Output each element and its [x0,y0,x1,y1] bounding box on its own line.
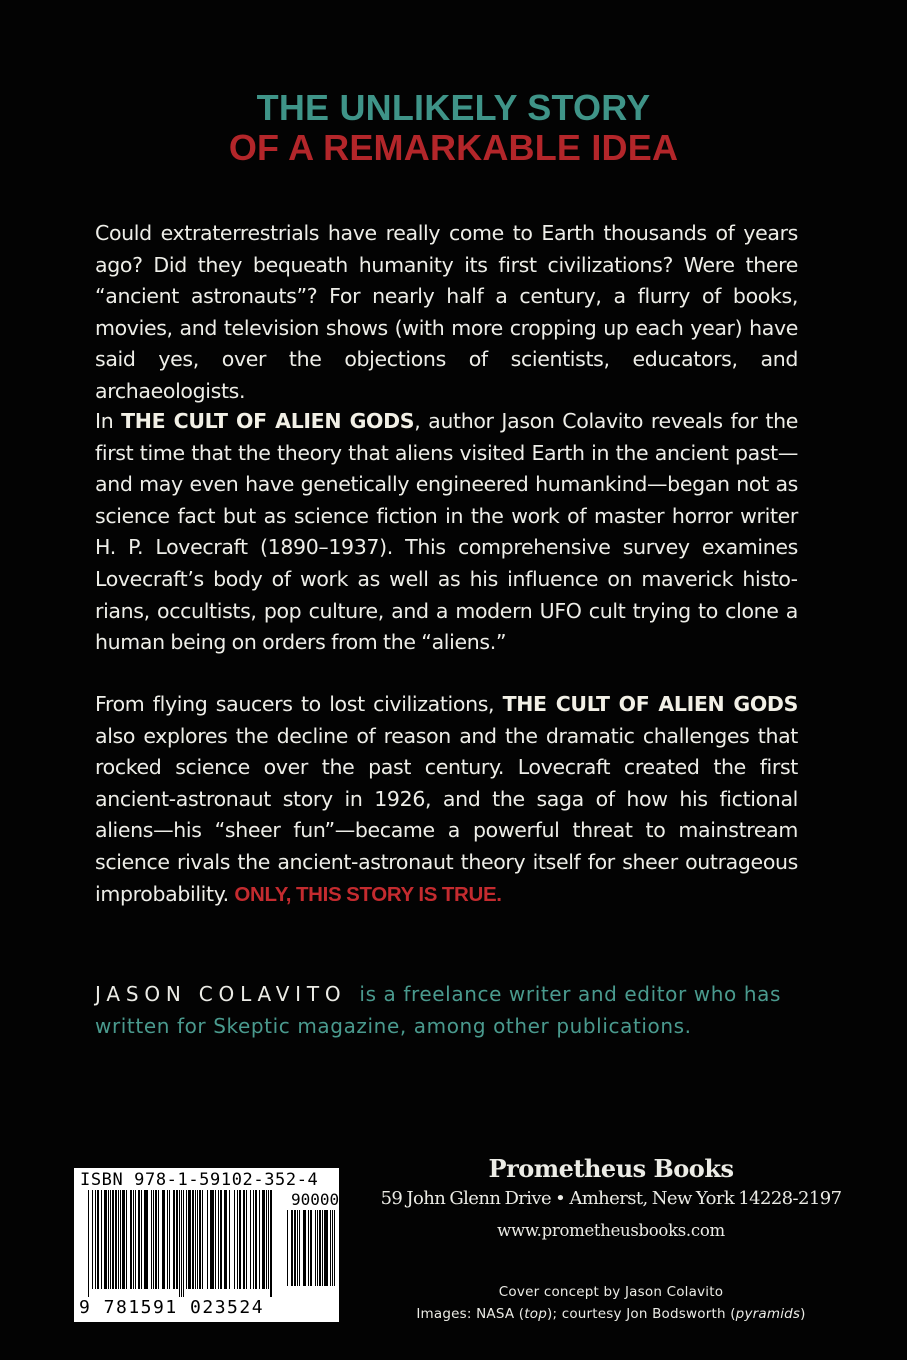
barcode-bar [155,1190,157,1289]
barcode-bar [101,1190,102,1289]
barcode-bar [266,1190,267,1289]
barcode-bar [262,1190,265,1289]
barcode-bar [243,1190,245,1289]
barcode-bar [310,1210,312,1286]
book-title: THE CULT OF ALIEN GODS [502,692,798,716]
barcode-digits: 9 781591 023524 [79,1297,265,1318]
barcode-bar [253,1190,254,1289]
barcode-bar [158,1190,159,1289]
barcode-bar [294,1210,296,1286]
isbn-label: ISBN 978-1-59102-352-4 [80,1170,319,1190]
publisher-name: Prometheus Books [488,1154,734,1183]
barcode-bar [202,1190,203,1289]
barcode-bar [303,1210,306,1286]
price-code: 90000 [291,1190,340,1209]
headline-line-1: THE UNLIKELY STORY [256,87,651,128]
barcode-bar [130,1190,132,1289]
barcode-bar [195,1190,196,1289]
barcode-bar [220,1190,222,1289]
barcode-bar [95,1190,96,1289]
body-paragraph-2 [95,406,798,659]
barcode-bar [299,1210,300,1286]
barcode-bars-addon [287,1210,335,1294]
paragraph-2-text: , author Jason Colavito reveals for the first time that the theory that aliens visited Earth in the ancient past—and may even have genetically engineered humankind—began not as science fact but as science fiction in the work of master horror writer H. P. Lovecraft (1890–1937). This comprehensive survey examines Lovecraft’s body of work as well as his influence on maverick historians, occultists, pop culture, and a modern UFO cult trying to clone a human being on orders from the “aliens.” [95,409,798,655]
cover-credit: Cover concept by Jason Colavito [498,1284,724,1300]
barcode-bar [319,1210,321,1286]
barcode-bar [224,1190,227,1289]
barcode-bar [229,1190,230,1289]
headline-line-2: OF A REMARKABLE IDEA [228,127,679,168]
barcode-bar [144,1190,148,1289]
barcode-bar [218,1190,219,1289]
barcode-bar [183,1190,184,1297]
barcode-bar [330,1210,331,1286]
barcode-bar [197,1190,198,1289]
barcode-bar [179,1190,180,1297]
barcode-bar [112,1190,114,1289]
barcode-bar [151,1190,152,1289]
paragraph-3-lead: From flying saucers to lost civilizations, [95,692,503,716]
barcode-bar [186,1190,187,1289]
barcode-bar [250,1190,251,1289]
barcode-bar [332,1210,333,1286]
book-title: THE CULT OF ALIEN GODS [121,409,415,433]
barcode-bar [104,1190,107,1289]
image-credit-top: top [524,1306,547,1322]
image-credit-mid: ); courtesy Jon Bodsworth ( [546,1306,736,1322]
barcode-bar [246,1190,247,1289]
barcode-bar [138,1190,140,1289]
barcode-bar [255,1190,257,1289]
barcode-bar [135,1190,136,1289]
barcode-bar [88,1190,89,1297]
barcode-bar [237,1190,238,1289]
tagline-emphasis: ONLY, THIS STORY IS TRUE. [234,882,502,906]
barcode-bar [118,1190,119,1289]
barcode-bars-main [88,1190,273,1297]
barcode-bar [215,1190,216,1289]
barcode-bar [210,1190,214,1289]
barcode-bar [334,1210,335,1286]
image-credit [361,1306,861,1322]
barcode-bar [270,1190,272,1297]
barcode-bar [110,1190,111,1289]
barcode-bar [181,1190,182,1297]
author-name: JASON COLAVITO [95,982,347,1006]
barcode-bar [268,1190,269,1289]
barcode-bar [167,1190,168,1289]
barcode-bar [322,1210,323,1286]
publisher-address: 59 John Glenn Drive • Amherst, New York 14228-2197 [380,1188,842,1209]
body-paragraph-3 [95,689,798,910]
barcode-bar [239,1190,241,1289]
isbn-barcode [74,1168,339,1322]
barcode-bar [192,1190,194,1289]
barcode-bar [324,1210,328,1286]
barcode-bar [162,1190,165,1289]
barcode-bar [173,1190,175,1289]
image-credit-pyramids: pyramids [735,1306,801,1322]
publisher-url: www.prometheusbooks.com [497,1221,725,1240]
barcode-bar [115,1190,117,1289]
barcode-bar [133,1190,134,1289]
barcode-bar [176,1190,178,1289]
barcode-bar [315,1210,316,1286]
barcode-bar [108,1190,109,1289]
barcode-bar [234,1190,235,1289]
barcode-bar [207,1190,208,1289]
barcode-bar [188,1190,191,1289]
barcode-bar [122,1190,125,1289]
barcode-bar [308,1210,309,1286]
body-paragraph-1: Could extraterrestrials have really come to Earth thousands of years ago? Did they bequeath humanity its first civilizations? Were there “ancient astronauts”? For nearly half a century, a flurry of books, movies, and television shows (with more cropping up each year) have said yes, over the objections of scientists, educators, and archaeologists. [95,221,798,403]
barcode-bar [199,1190,201,1289]
image-credit-lead: Images: NASA ( [416,1306,525,1322]
barcode-bar [317,1210,318,1286]
barcode-bar [153,1190,154,1289]
barcode-bar [291,1210,293,1286]
barcode-bar [120,1190,121,1289]
barcode-bar [259,1190,260,1289]
paragraph-2-lead: In [95,409,122,433]
author-bio [95,978,805,1042]
barcode-bar [97,1190,99,1289]
barcode-bar [126,1190,127,1289]
paragraph-3-text: also explores the decline of reason and the dramatic challenges that rocked science over the past century. Lovecraft created the first ancient-astronaut story in 1926, and the saga of how his fictional aliens—his “sheer fun”—became a powerful threat to mainstream science rivals the ancient-astronaut theory itself for sheer outrageous improbability. [95,723,798,906]
barcode-bar [297,1210,298,1286]
author-bio-text: is a freelance writer and editor who has written for Skeptic magazine, among other publications. [95,982,781,1038]
image-credit-end: ) [800,1306,806,1322]
barcode-bar [169,1190,170,1289]
barcode-bar [141,1190,142,1289]
barcode-bar [92,1190,93,1289]
barcode-bar [287,1210,288,1286]
